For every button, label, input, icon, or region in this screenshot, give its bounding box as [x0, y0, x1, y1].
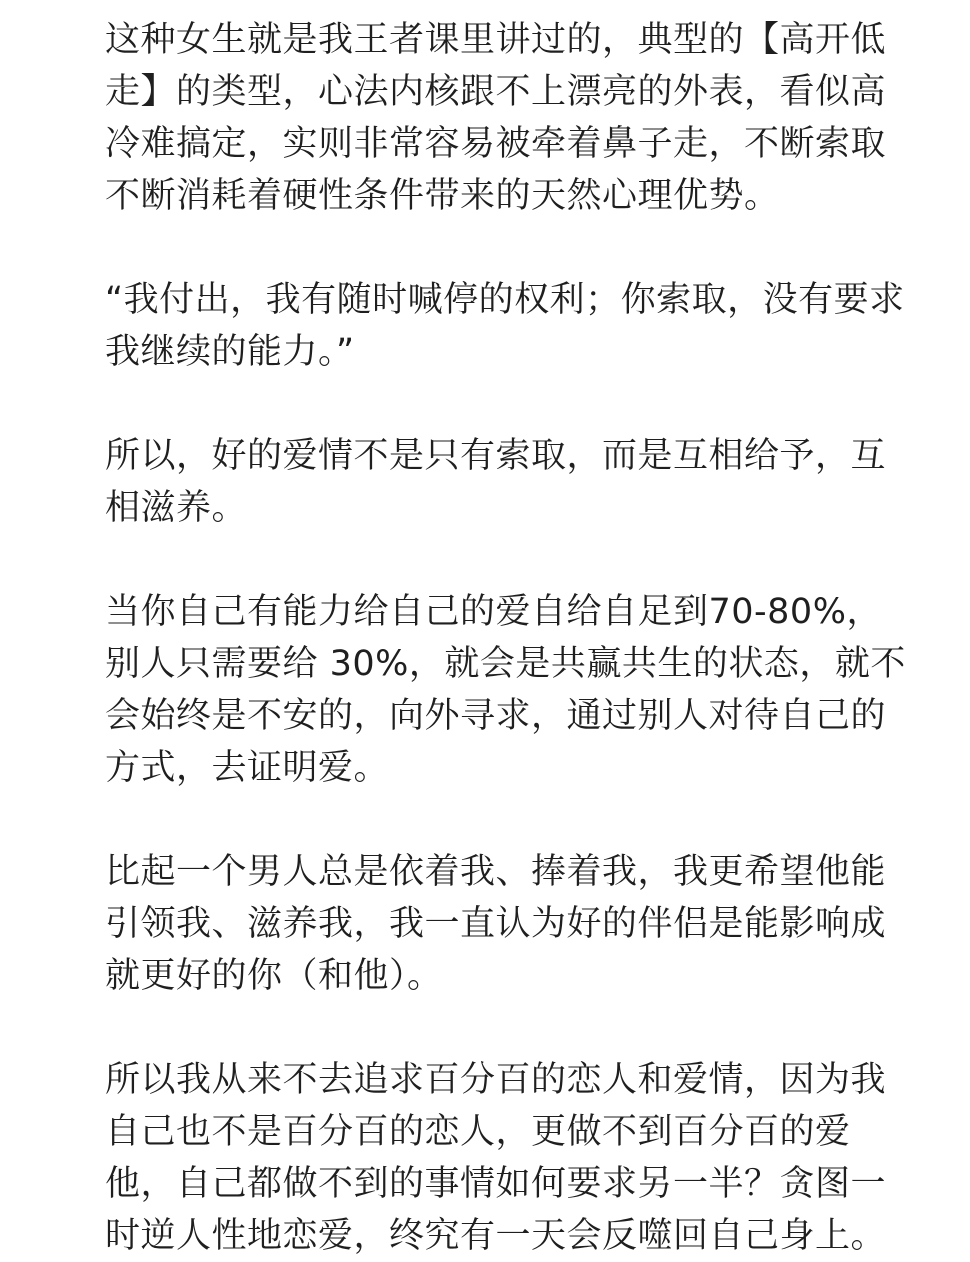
- text-line: 冷难搞定，实则非常容易被牵着鼻子走，不断索取: [105, 124, 887, 164]
- text-line: 会始终是不安的，向外寻求，通过别人对待自己的: [105, 696, 887, 736]
- paragraph-1: [105, 14, 887, 222]
- text-line: 我继续的能力。”: [105, 332, 355, 372]
- text-line: 就更好的你（和他）。: [105, 956, 443, 996]
- text-line: 当你自己有能力给自己的爱自给自足到70-80%，: [105, 592, 882, 632]
- text-line: 方式，去证明爱。: [105, 748, 390, 788]
- text-line: 他，自己都做不到的事情如何要求另一半？贪图一: [105, 1164, 887, 1204]
- paragraph-6: [105, 1054, 887, 1262]
- paragraph-3: [105, 430, 887, 534]
- article-body: [105, 14, 906, 1262]
- text-line: 自己也不是百分百的恋人，更做不到百分百的爱: [105, 1112, 851, 1152]
- paragraph-2-quote: [105, 274, 905, 378]
- text-line: 所以，好的爱情不是只有索取，而是互相给予，互: [105, 436, 887, 476]
- text-line: 时逆人性地恋爱，终究有一天会反噬回自己身上。: [105, 1216, 887, 1256]
- text-line: 这种女生就是我王者课里讲过的，典型的【高开低: [105, 20, 887, 60]
- text-line: 引领我、滋养我，我一直认为好的伴侣是能影响成: [105, 904, 887, 944]
- text-line: 别人只需要给 30%，就会是共赢共生的状态，就不: [105, 644, 906, 684]
- text-line: 所以我从来不去追求百分百的恋人和爱情，因为我: [105, 1060, 887, 1100]
- text-line: 比起一个男人总是依着我、捧着我，我更希望他能: [105, 852, 887, 892]
- paragraph-5: [105, 846, 887, 1002]
- text-line: 走】的类型，心法内核跟不上漂亮的外表，看似高: [105, 72, 887, 112]
- text-line: “我付出，我有随时喊停的权利；你索取，没有要求: [105, 280, 905, 320]
- text-line: 不断消耗着硬性条件带来的天然心理优势。: [105, 176, 780, 216]
- paragraph-4: [105, 586, 906, 794]
- text-line: 相滋养。: [105, 488, 248, 528]
